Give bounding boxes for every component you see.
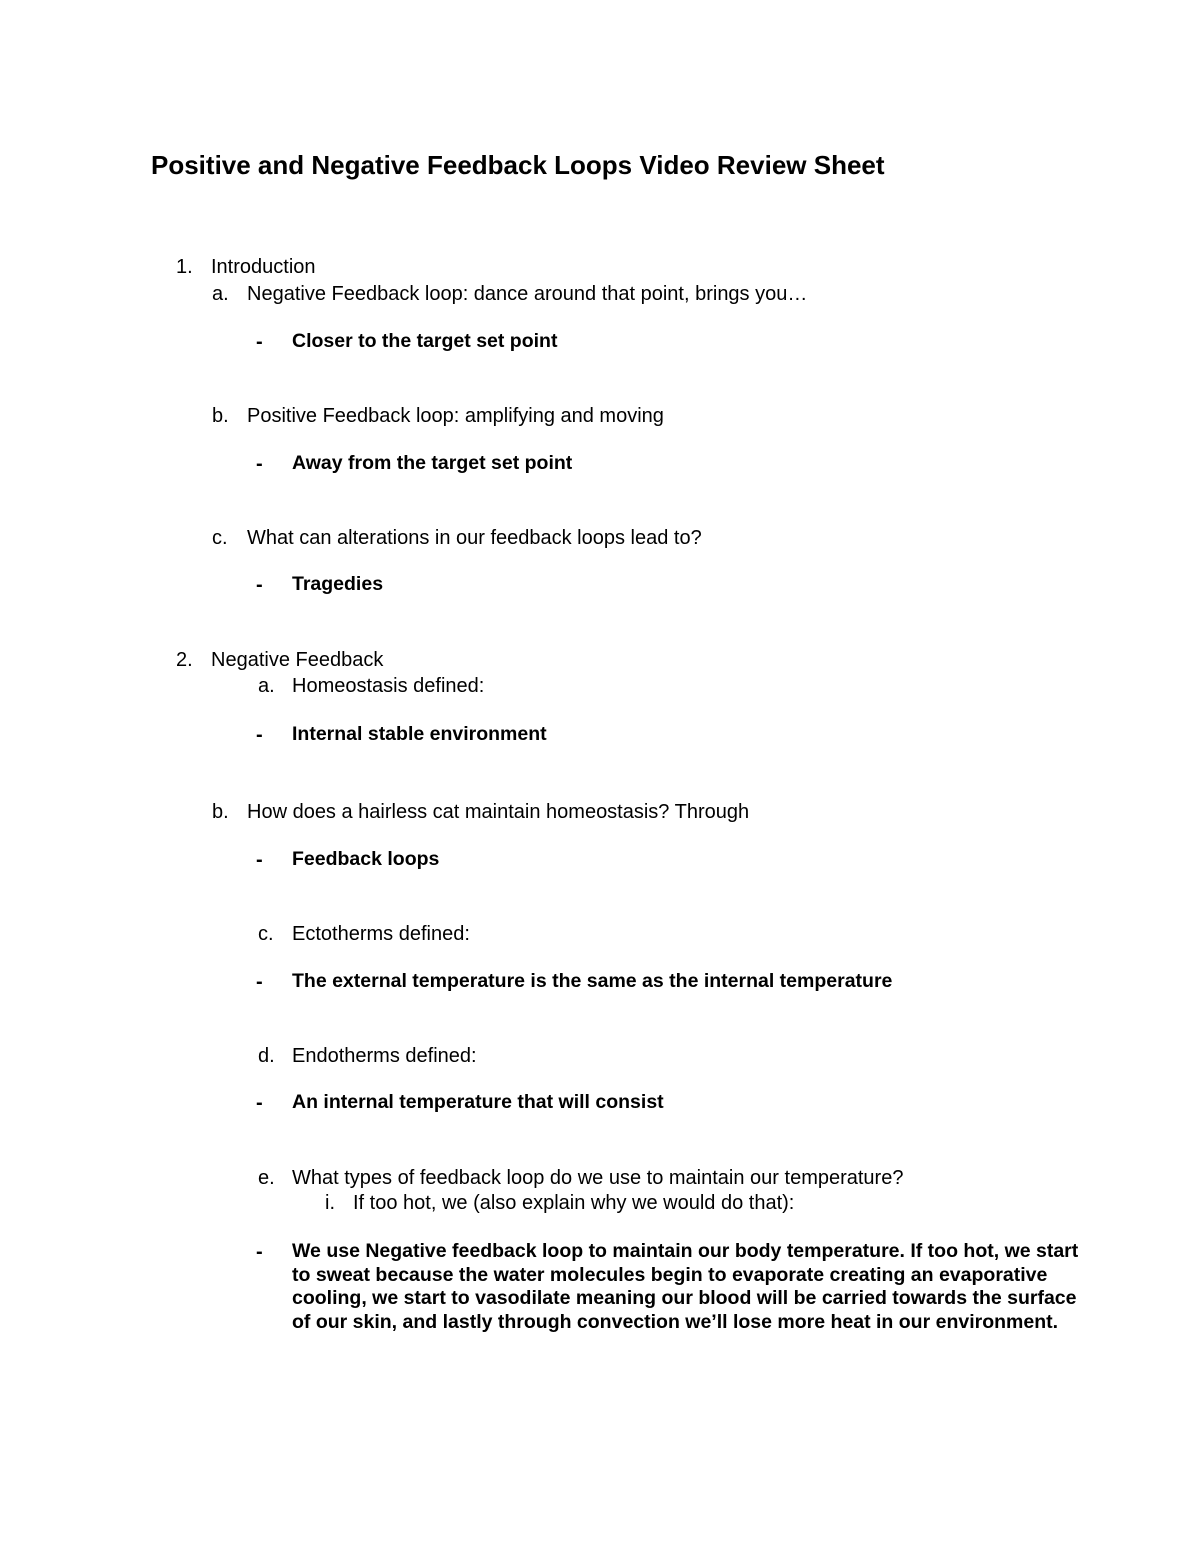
question-text: What can alterations in our feedback loops lead to? bbox=[247, 527, 702, 549]
question-text: What types of feedback loop do we use to maintain our temperature? bbox=[292, 1167, 904, 1189]
item-letter: b. bbox=[212, 801, 229, 823]
answer-text: Internal stable environment bbox=[292, 723, 547, 745]
question-text: Endotherms defined: bbox=[292, 1045, 477, 1067]
item-letter: e. bbox=[258, 1167, 275, 1189]
answer-text: Feedback loops bbox=[292, 848, 440, 870]
question-text: Ectotherms defined: bbox=[292, 923, 470, 945]
question-text: Negative Feedback loop: dance around that point, brings you… bbox=[247, 283, 808, 305]
answer-bullet: - bbox=[256, 724, 263, 746]
question-text: Homeostasis defined: bbox=[292, 675, 485, 697]
question-text: Positive Feedback loop: amplifying and moving bbox=[247, 405, 664, 427]
section-number: 1. bbox=[176, 256, 193, 278]
section-number: 2. bbox=[176, 649, 193, 671]
answer-text: Away from the target set point bbox=[292, 452, 573, 474]
item-letter: a. bbox=[212, 283, 229, 305]
answer-bullet: - bbox=[256, 1241, 263, 1263]
item-letter: c. bbox=[258, 923, 274, 945]
item-letter: d. bbox=[258, 1045, 275, 1067]
subitem-text: If too hot, we (also explain why we would do that): bbox=[353, 1192, 795, 1214]
answer-bullet: - bbox=[256, 849, 263, 871]
item-letter: a. bbox=[258, 675, 275, 697]
answer-text: Closer to the target set point bbox=[292, 330, 558, 352]
answer-text: Tragedies bbox=[292, 573, 384, 595]
answer-bullet: - bbox=[256, 453, 263, 475]
subitem-numeral: i. bbox=[325, 1192, 335, 1214]
section-heading: Negative Feedback bbox=[211, 649, 384, 671]
answer-bullet: - bbox=[256, 971, 263, 993]
answer-text: The external temperature is the same as the internal temperature bbox=[292, 970, 893, 992]
answer-text: An internal temperature that will consist bbox=[292, 1091, 664, 1113]
item-letter: c. bbox=[212, 527, 228, 549]
answer-paragraph: We use Negative feedback loop to maintain our body temperature. If too hot, we start to sweat because the water molecules begin to evaporate creating an evaporative cooling, we start to vasodilate meaning our blood will be carried towards the surface of our skin, and lastly through convection we’ll lose more heat in our environment. bbox=[292, 1240, 1079, 1333]
item-letter: b. bbox=[212, 405, 229, 427]
answer-bullet: - bbox=[256, 574, 263, 596]
question-text: How does a hairless cat maintain homeostasis? Through bbox=[247, 801, 750, 823]
answer-bullet: - bbox=[256, 1092, 263, 1114]
answer-bullet: - bbox=[256, 331, 263, 353]
section-heading: Introduction bbox=[211, 256, 316, 278]
page-title: Positive and Negative Feedback Loops Video Review Sheet bbox=[151, 150, 885, 180]
